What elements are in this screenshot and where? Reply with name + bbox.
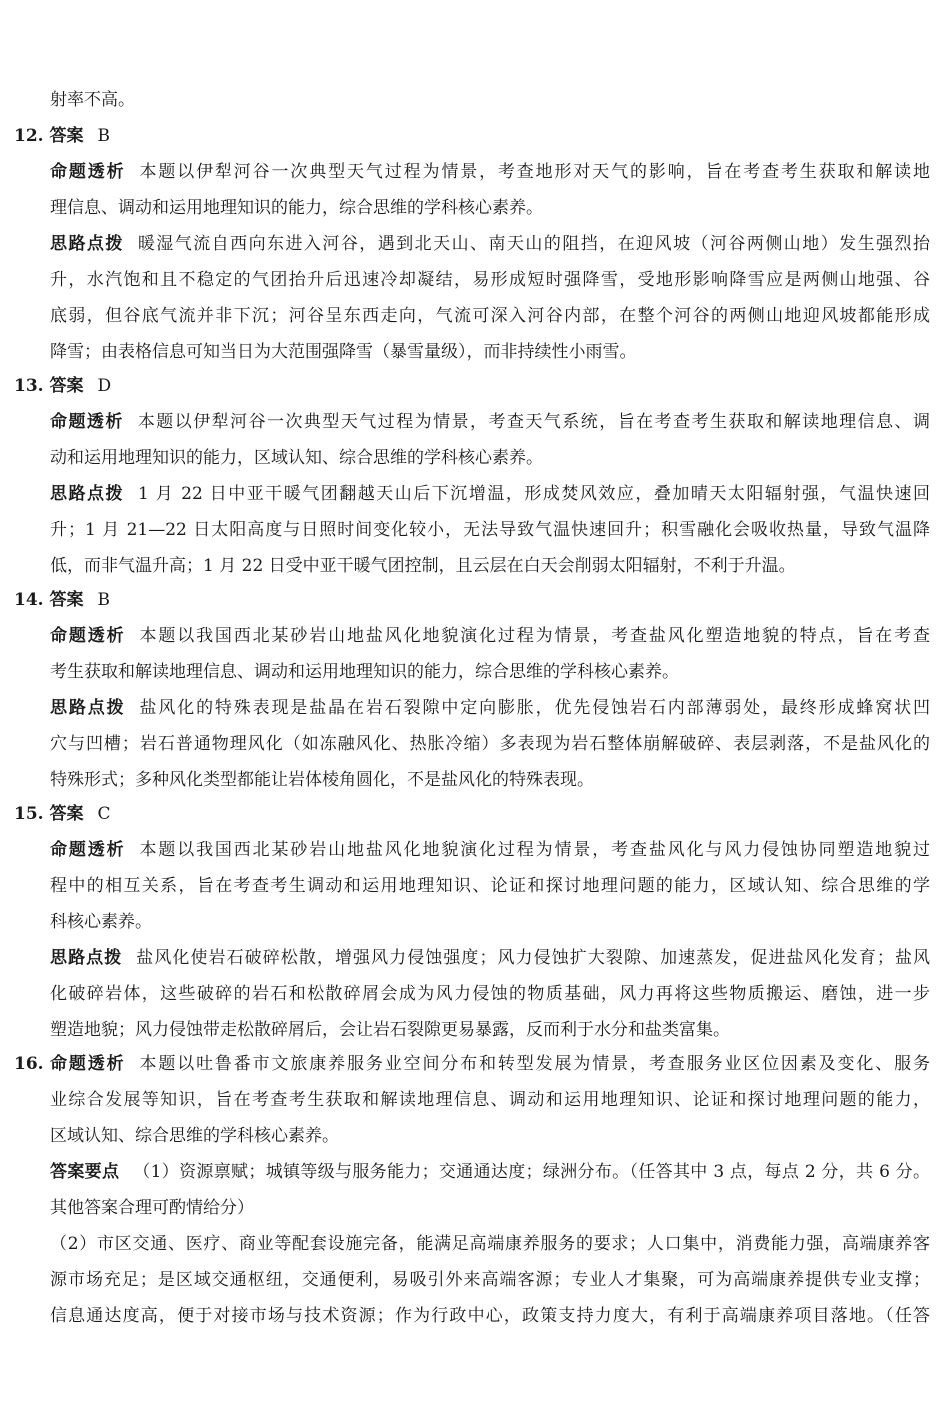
hint-label: 思路点拨 [50,948,123,968]
q12-answer [14,124,110,148]
question-number: 15. [14,804,44,824]
q14-hint-line-2: 穴与凹槽；岩石普通物理风化（如冻融风化、热胀冷缩）多表现为岩石整体崩解破碎、表层剥落，不是盐风化的 [50,734,930,754]
answer-value: D [97,376,112,396]
answer-value: C [97,804,111,824]
hint-text: 盐风化的特殊表现是盐晶在岩石裂隙中定向膨胀，优先侵蚀岩石内部薄弱处，最终形成蜂窝状凹 [139,698,931,718]
question-number: 14. [14,590,44,610]
analysis-label: 命题透析 [50,1054,126,1074]
q16-key-line-4: 源市场充足；是区域交通枢纽，交通便利，易吸引外来高端客源；专业人才集聚，可为高端康养提供专业支撑； [50,1270,930,1290]
analysis-text: 本题以伊犁河谷一次典型天气过程为情景，考查地形对天气的影响，旨在考查考生获取和解读地 [139,162,931,182]
hint-label: 思路点拨 [50,698,126,718]
q15-hint-line-2: 化破碎岩体，这些破碎的岩石和松散碎屑会成为风力侵蚀的物质基础，风力再将这些物质搬运、磨蚀，进一步 [50,984,930,1004]
q16-number [14,1052,44,1076]
q13-analysis-line-2: 动和运用地理知识的能力，区域认知、综合思维的学科核心素养。 [50,448,543,468]
analysis-text: 本题以我国西北某砂岩山地盐风化地貌演化过程为情景，考查盐风化塑造地貌的特点，旨在考查 [139,626,931,646]
analysis-label: 命题透析 [50,162,126,182]
q15-analysis-line-1 [50,838,930,862]
analysis-label: 命题透析 [50,840,126,860]
hint-label: 思路点拨 [50,484,125,504]
q12-hint-line-3: 底弱，但谷底气流并非下沉；河谷呈东西走向，气流可深入河谷内部，在整个河谷的两侧山地迎风坡都能形成 [50,306,930,326]
q14-hint-line-3: 特殊形式；多种风化类型都能让岩体棱角圆化，不是盐风化的特殊表现。 [50,770,594,790]
q16-key-line-3: （2）市区交通、医疗、商业等配套设施完备，能满足高端康养服务的要求；人口集中，消费能力强，高端康养客 [50,1234,930,1254]
q12-analysis-line-2: 理信息、调动和运用地理知识的能力，综合思维的学科核心素养。 [50,198,543,218]
q12-hint-line-2: 升，水汽饱和且不稳定的气团抬升后迅速冷却凝结，易形成短时强降雪，受地形影响降雪应是两侧山地强、谷 [50,270,930,290]
answer-label: 答案 [49,804,84,824]
hint-text: 暖湿气流自西向东进入河谷，遇到北天山、南天山的阻挡，在迎风坡（河谷两侧山地）发生强烈抬 [137,234,931,254]
answer-label: 答案 [49,126,84,146]
q15-hint-line-1 [50,946,930,970]
answer-label: 答案 [49,590,84,610]
hint-text: 盐风化使岩石破碎松散，增强风力侵蚀强度；风力侵蚀扩大裂隙、加速蒸发，促进盐风化发育；盐风 [136,948,931,968]
q13-answer [14,374,111,398]
analysis-label: 命题透析 [50,626,126,646]
q12-analysis-line-1 [50,160,930,184]
q12-hint-line-4: 降雪；由表格信息可知当日为大范围强降雪（暴雪量级），而非持续性小雨雪。 [50,342,637,362]
q13-hint-line-2: 升；1 月 21—22 日太阳高度与日照时间变化较小，无法导致气温快速回升；积雪融化会吸收热量，导致气温降 [50,520,930,540]
q14-hint-line-1 [50,696,930,720]
answer-value: B [97,126,110,146]
analysis-text: 本题以伊犁河谷一次典型天气过程为情景，考查天气系统，旨在考查考生获取和解读地理信息、调 [137,412,931,432]
q15-analysis-line-2: 程中的相互关系，旨在考查考生调动和运用地理知识、论证和探讨地理问题的能力，区域认知、综合思维的学 [50,876,930,896]
question-number: 16. [14,1054,44,1074]
q16-key-line-1 [50,1160,930,1184]
q16-analysis-line-2: 业综合发展等知识，旨在考查考生获取和解读地理信息、调动和运用地理知识、论证和探讨地理问题的能力， [50,1090,930,1110]
q12-hint-line-1 [50,232,930,256]
answer-label: 答案 [49,376,84,396]
q15-answer [14,802,111,826]
q16-analysis-line-3: 区域认知、综合思维的学科核心素养。 [50,1126,339,1146]
analysis-label: 命题透析 [50,412,124,432]
analysis-text: 本题以吐鲁番市文旅康养服务业空间分布和转型发展为情景，考查服务业区位因素及变化、服务 [139,1054,931,1074]
question-number: 12. [14,126,44,146]
q13-hint-line-3: 低，而非气温升高；1 月 22 日受中亚干暖气团控制，且云层在白天会削弱太阳辐射，不利于升温。 [50,556,796,576]
answer-value: B [97,590,110,610]
question-number: 13. [14,376,44,396]
q16-key-line-2: 其他答案合理可酌情给分） [50,1198,254,1218]
q14-analysis-line-2: 考生获取和解读地理信息、调动和运用地理知识的能力，综合思维的学科核心素养。 [50,662,679,682]
q13-hint-line-1 [50,482,930,506]
continued-line: 射率不高。 [50,90,135,110]
key-points-label: 答案要点 [50,1162,120,1182]
key-points-text: （1）资源禀赋；城镇等级与服务能力；交通通达度；绿洲分布。（任答其中 3 点，每点 2 分，共 6 分。 [133,1162,931,1182]
q15-analysis-line-3: 科核心素养。 [50,912,152,932]
analysis-text: 本题以我国西北某砂岩山地盐风化地貌演化过程为情景，考查盐风化与风力侵蚀协同塑造地貌过 [139,840,931,860]
q14-answer [14,588,110,612]
hint-label: 思路点拨 [50,234,124,254]
q13-analysis-line-1 [50,410,930,434]
q16-analysis-line-1 [50,1052,930,1076]
q15-hint-line-3: 塑造地貌；风力侵蚀带走松散碎屑后，会让岩石裂隙更易暴露，反而利于水分和盐类富集。 [50,1020,730,1040]
hint-text: 1 月 22 日中亚干暖气团翻越天山后下沉增温，形成焚风效应，叠加晴天太阳辐射强，气温快速回 [138,484,930,504]
q14-analysis-line-1 [50,624,930,648]
q16-key-line-5: 信息通达度高，便于对接市场与技术资源；作为行政中心，政策支持力度大，有利于高端康养项目落地。（任答 [50,1306,930,1326]
